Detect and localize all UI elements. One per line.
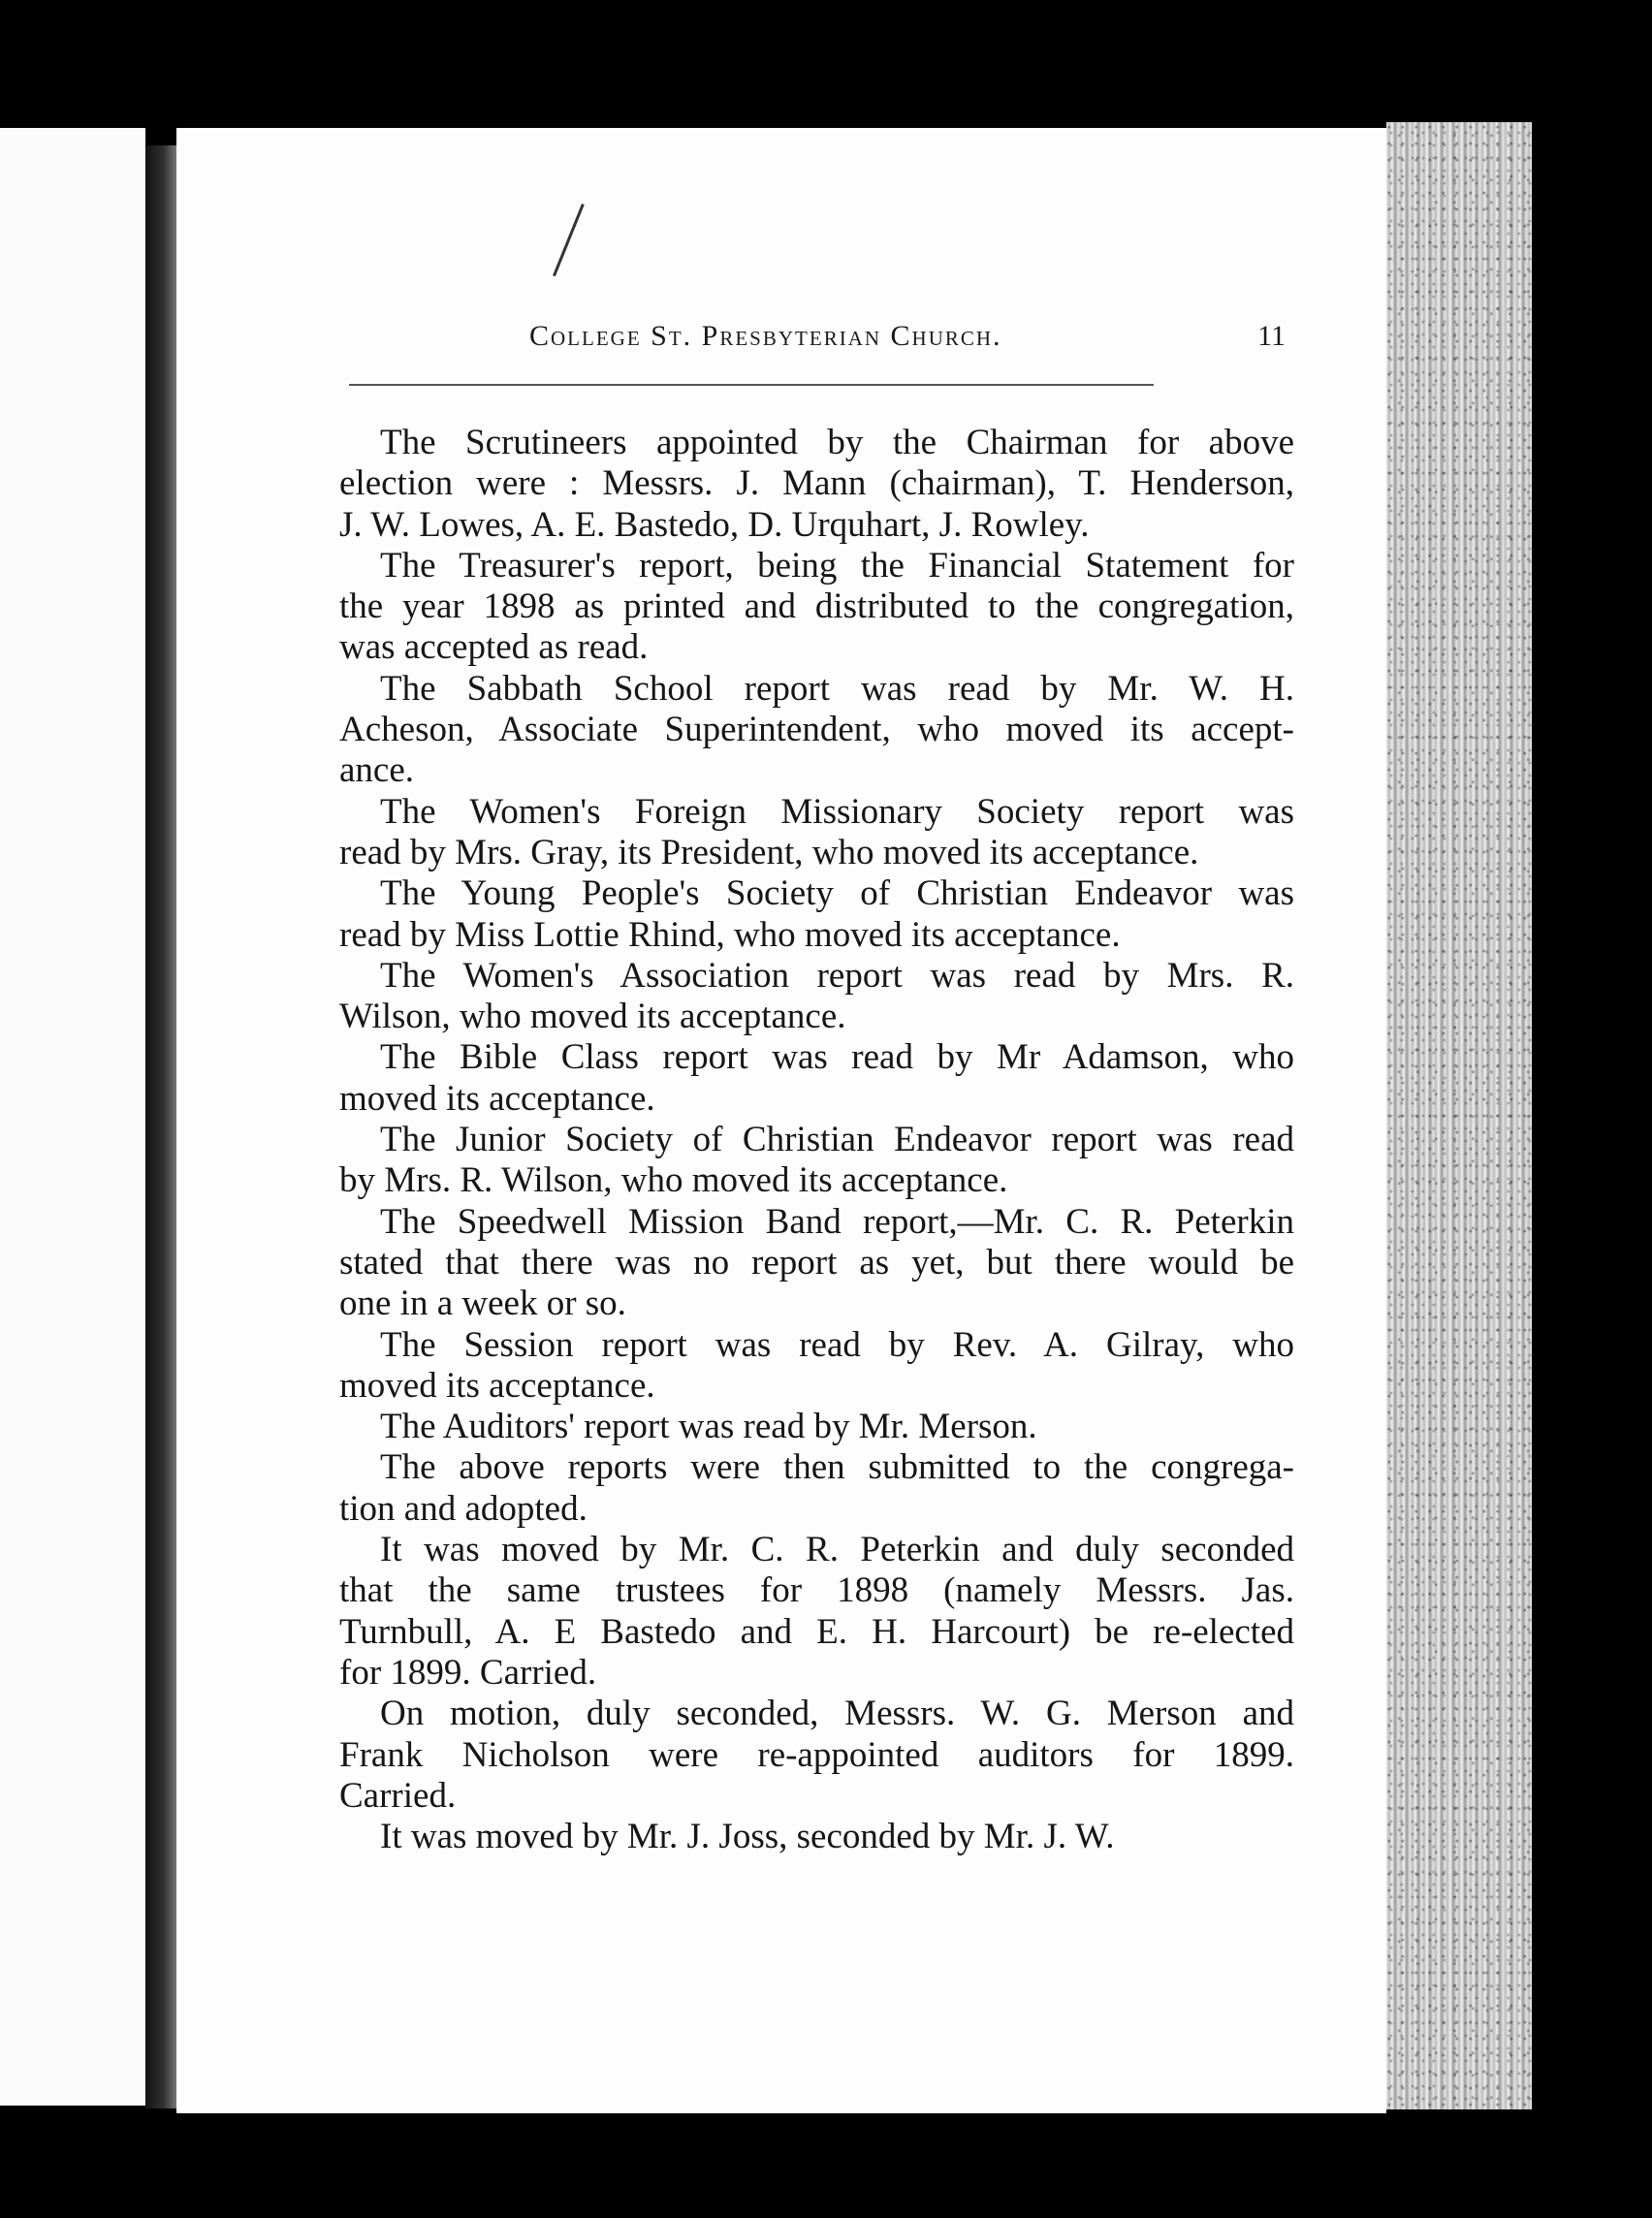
text-line: The Treasurer's report, being the Financial Statement for xyxy=(380,545,1294,586)
header-rule xyxy=(349,384,1154,386)
text-line: The Junior Society of Christian Endeavor report was read xyxy=(380,1120,1294,1160)
text-line: J. W. Lowes, A. E. Bastedo, D. Urquhart, J. Rowley. xyxy=(339,504,1090,545)
paragraph xyxy=(339,669,1294,792)
text-line: one in a week or so. xyxy=(339,1283,626,1324)
text-line: tion and adopted. xyxy=(339,1488,588,1529)
text-line: The Speedwell Mission Band report,—Mr. C. R. Peterkin xyxy=(380,1201,1294,1242)
facing-page xyxy=(0,128,145,2106)
text-line: On motion, duly seconded, Messrs. W. G. Merson and xyxy=(380,1694,1294,1734)
text-line: Frank Nicholson were re-appointed auditors for 1899. xyxy=(339,1734,1294,1775)
paragraph xyxy=(339,1120,1294,1202)
paragraph xyxy=(339,1202,1294,1325)
text-line: by Mrs. R. Wilson, who moved its acceptance. xyxy=(339,1160,1008,1201)
page-header xyxy=(529,320,1286,363)
paragraph xyxy=(339,792,1294,874)
text-line: The above reports were then submitted to the congrega- xyxy=(380,1447,1294,1488)
text-line: the year 1898 as printed and distributed to the congregation, xyxy=(339,586,1294,627)
paragraph xyxy=(339,1447,1294,1530)
book-gutter xyxy=(145,145,176,2108)
paragraph xyxy=(339,1325,1294,1408)
text-line: The Session report was read by Rev. A. Gilray, who xyxy=(380,1324,1294,1365)
text-line: election were : Messrs. J. Mann (chairman), T. Henderson, xyxy=(339,463,1294,504)
text-line: The Scrutineers appointed by the Chairman for above xyxy=(380,423,1294,462)
paragraph xyxy=(339,956,1294,1038)
text-line: Wilson, who moved its acceptance. xyxy=(339,997,846,1037)
text-line: stated that there was no report as yet, but there would be xyxy=(339,1242,1294,1283)
paragraph xyxy=(339,873,1294,956)
paragraph xyxy=(339,1037,1294,1120)
text-line: ance. xyxy=(339,750,415,791)
text-line: Carried. xyxy=(339,1775,457,1816)
text-line: The Bible Class report was read by Mr Adamson, who xyxy=(380,1037,1294,1078)
text-line: for 1899. Carried. xyxy=(339,1652,597,1693)
paragraph xyxy=(339,1407,1294,1447)
text-line: read by Mrs. Gray, its President, who moved its acceptance. xyxy=(339,832,1199,872)
text-line: It was moved by Mr. J. Joss, seconded by Mr. J. W. xyxy=(380,1817,1115,1857)
text-line: The Young People's Society of Christian Endeavor was xyxy=(380,873,1294,914)
text-line: moved its acceptance. xyxy=(339,1365,655,1406)
paragraph xyxy=(339,423,1294,546)
text-line: It was moved by Mr. C. R. Peterkin and duly seconded xyxy=(380,1530,1294,1570)
text-line: read by Miss Lottie Rhind, who moved its acceptance. xyxy=(339,914,1121,955)
text-line: The Women's Foreign Missionary Society report was xyxy=(380,791,1294,832)
text-line: The Women's Association report was read by Mrs. R. xyxy=(380,955,1294,996)
paragraph xyxy=(339,546,1294,669)
text-line: was accepted as read. xyxy=(339,627,649,668)
paragraph xyxy=(339,1694,1294,1817)
page-number: 11 xyxy=(1257,320,1286,352)
running-head: College St. Presbyterian Church. xyxy=(529,320,1002,352)
text-line: Turnbull, A. E Bastedo and E. H. Harcourt) be re-elected xyxy=(339,1611,1294,1652)
text-line: The Sabbath School report was read by Mr. W. H. xyxy=(380,668,1294,709)
text-line: The Auditors' report was read by Mr. Merson. xyxy=(380,1407,1037,1447)
paragraph xyxy=(339,1817,1294,1857)
page-edges xyxy=(1386,122,1532,2109)
text-line: moved its acceptance. xyxy=(339,1078,655,1119)
text-line: Acheson, Associate Superintendent, who moved its accept- xyxy=(339,710,1294,750)
text-line: that the same trustees for 1898 (namely Messrs. Jas. xyxy=(339,1570,1294,1611)
paragraph xyxy=(339,1530,1294,1694)
body-text xyxy=(339,423,1294,1857)
